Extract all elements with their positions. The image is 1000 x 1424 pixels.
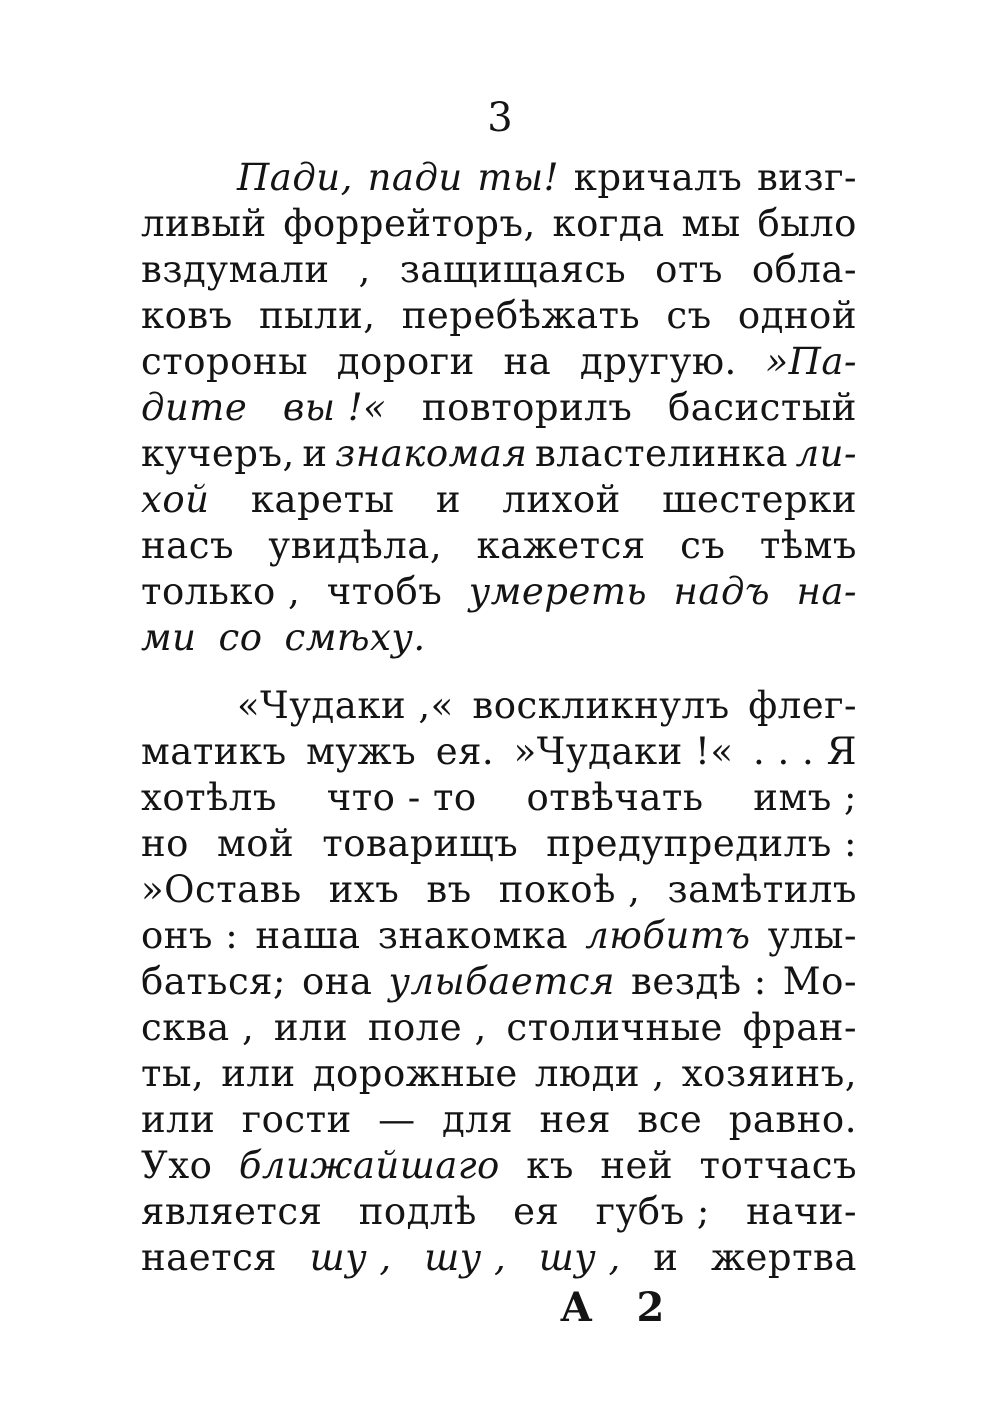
paragraph-2	[141, 683, 857, 1281]
word: или	[221, 1052, 296, 1095]
word: ли-	[795, 432, 857, 475]
word: ковъ	[141, 294, 233, 337]
word: мужъ	[306, 730, 417, 773]
word: имъ ;	[753, 776, 857, 819]
text-line	[141, 385, 857, 431]
word: стороны	[141, 340, 309, 383]
word: гости	[241, 1098, 352, 1141]
word: флег-	[748, 684, 857, 727]
word: ближайшаго	[238, 1144, 500, 1187]
word: вы !«	[282, 386, 387, 429]
word: чтобъ	[326, 570, 443, 613]
word: . . . Я	[753, 730, 857, 773]
word: покоѣ ,	[498, 868, 641, 911]
word: мы	[681, 202, 741, 245]
word: хотѣлъ	[141, 776, 277, 819]
word: улы-	[767, 914, 857, 957]
word: со	[218, 616, 263, 659]
word: кареты	[250, 478, 395, 521]
word: фран-	[742, 1006, 857, 1049]
word: обла-	[751, 248, 857, 291]
word: товарищъ	[322, 822, 519, 865]
word: на-	[796, 570, 857, 613]
word: губъ ;	[595, 1190, 710, 1233]
word: дороги	[336, 340, 475, 383]
word: къ	[526, 1144, 574, 1187]
word: Пади,	[237, 156, 353, 199]
word: ты!	[477, 156, 560, 199]
word: надъ	[673, 570, 771, 613]
word: кричалъ	[573, 156, 743, 199]
word: отвѣчать	[526, 776, 704, 819]
word: шу ,	[538, 1236, 621, 1279]
word: все	[637, 1098, 703, 1141]
text-line	[141, 1097, 857, 1143]
word: мой	[216, 822, 295, 865]
word: подлѣ	[358, 1190, 477, 1233]
word: пади	[367, 156, 463, 199]
page-number: 3	[487, 95, 513, 141]
word: ея	[513, 1190, 560, 1233]
text-line	[141, 1143, 857, 1189]
word: знакомка	[377, 914, 569, 957]
word: защищаясь	[399, 248, 627, 291]
word: нея	[539, 1098, 611, 1141]
word: тотчасъ	[699, 1144, 857, 1187]
word: тѣмъ	[759, 524, 857, 567]
word: визг-	[756, 156, 857, 199]
word: другую.	[579, 340, 737, 383]
word: умереть	[468, 570, 648, 613]
word: наша	[255, 914, 361, 957]
word: форрейторъ,	[283, 202, 536, 245]
word: Мо-	[782, 960, 857, 1003]
word: насъ	[141, 524, 234, 567]
word: дите	[141, 386, 248, 429]
word: люди ,	[534, 1052, 665, 1095]
text-line	[141, 775, 857, 821]
text-line	[141, 155, 857, 201]
word: но	[141, 822, 189, 865]
word: хой	[141, 478, 210, 521]
word: пыли,	[258, 294, 376, 337]
word: повторилъ	[421, 386, 633, 429]
text-line	[141, 293, 857, 339]
word: Ухо	[141, 1144, 213, 1187]
text-line	[141, 729, 857, 775]
text-line	[141, 1005, 857, 1051]
word: знакомая	[335, 432, 528, 475]
word: ней	[600, 1144, 674, 1187]
word: вздумали	[141, 248, 330, 291]
word: воскликнулъ	[472, 684, 730, 727]
text-line	[141, 201, 857, 247]
word: увидѣла,	[268, 524, 443, 567]
word: начи-	[746, 1190, 857, 1233]
word: для	[442, 1098, 514, 1141]
word: въ	[426, 868, 472, 911]
word: она	[302, 960, 373, 1003]
word: ты,	[141, 1052, 205, 1095]
word: когда	[552, 202, 665, 245]
word: предупредилъ :	[546, 822, 857, 865]
word: что - то	[326, 776, 477, 819]
text-line	[141, 477, 857, 523]
text-line	[141, 867, 857, 913]
word: является	[141, 1190, 323, 1233]
text-line	[141, 615, 857, 661]
printer-signature-mark: А 2	[560, 1284, 665, 1331]
word: жертва	[710, 1236, 857, 1279]
word: перебѣжать	[401, 294, 641, 337]
word: матикъ	[141, 730, 287, 773]
text-line	[141, 569, 857, 615]
word: ея.	[435, 730, 495, 773]
word: улыбается	[388, 960, 616, 1003]
text-line	[141, 247, 857, 293]
text-line	[141, 821, 857, 867]
word: »Па-	[765, 340, 857, 383]
word: басистый	[667, 386, 857, 429]
text-line	[141, 683, 857, 729]
word: ми	[141, 616, 197, 659]
word: дорожные	[312, 1052, 518, 1095]
word: —	[378, 1098, 416, 1141]
word: съ	[680, 524, 726, 567]
word: смѣху.	[284, 616, 426, 659]
text-line	[141, 1051, 857, 1097]
word: на	[503, 340, 552, 383]
word: равно.	[728, 1098, 857, 1141]
word: или	[273, 1006, 349, 1049]
word: было	[757, 202, 857, 245]
text-line	[141, 913, 857, 959]
text-line	[141, 431, 857, 477]
word: вездѣ :	[631, 960, 767, 1003]
word: шу ,	[309, 1236, 392, 1279]
word: и	[653, 1236, 679, 1279]
word: кажется	[476, 524, 646, 567]
word: поле ,	[367, 1006, 487, 1049]
word: столичные	[506, 1006, 723, 1049]
word: только ,	[141, 570, 301, 613]
text-line	[141, 1235, 857, 1281]
word: лихой	[502, 478, 621, 521]
word: съ	[666, 294, 712, 337]
word: хозяинъ,	[681, 1052, 857, 1095]
word: ,	[358, 248, 371, 291]
word: шестерки	[662, 478, 857, 521]
text-line	[141, 339, 857, 385]
text-line	[141, 1189, 857, 1235]
word: баться;	[141, 960, 286, 1003]
word: и	[302, 432, 328, 475]
text-line	[141, 523, 857, 569]
word: кучеръ,	[141, 432, 295, 475]
word: онъ :	[141, 914, 239, 957]
word: ихъ	[328, 868, 400, 911]
text-line	[141, 959, 857, 1005]
word: или	[141, 1098, 216, 1141]
word: властелинка	[534, 432, 788, 475]
paragraph-1	[141, 155, 857, 661]
word: и	[435, 478, 461, 521]
word: »Чудаки !«	[513, 730, 734, 773]
word: сква ,	[141, 1006, 255, 1049]
word: ливый	[141, 202, 267, 245]
word: любитъ	[585, 914, 751, 957]
word: шу ,	[424, 1236, 507, 1279]
word: «Чудаки ,«	[237, 684, 454, 727]
word: нается	[141, 1236, 278, 1279]
word: »Оставь	[141, 868, 302, 911]
word: отъ	[655, 248, 723, 291]
word: одной	[737, 294, 857, 337]
word: замѣтилъ	[667, 868, 857, 911]
